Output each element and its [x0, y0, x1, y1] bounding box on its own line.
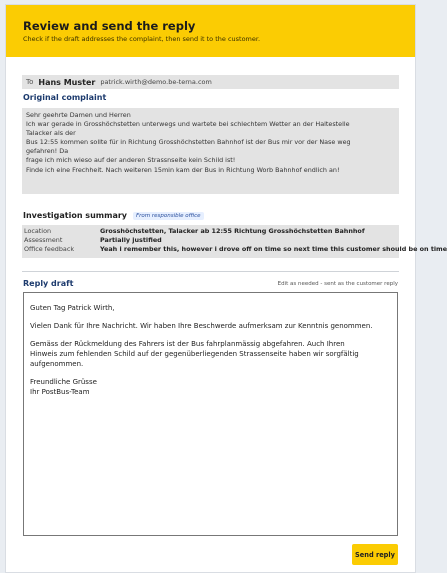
- section-divider: [22, 271, 399, 272]
- reply-draft-editor[interactable]: [23, 292, 398, 536]
- send-reply-button[interactable]: Send reply: [352, 544, 398, 565]
- draft-line: Gemäss der Rückmeldung des Fahrers ist der Bus fahrplanmässig abgefahren. Auch Ihren: [30, 340, 345, 348]
- recipient-email: patrick.wirth@demo.be-terna.com: [100, 78, 212, 86]
- recipient-bar: [22, 75, 399, 89]
- investigation-row: [24, 227, 399, 236]
- review-card: [5, 4, 447, 573]
- row-value: Partially justified: [100, 236, 162, 244]
- page-subtitle: Check if the draft addresses the complaint, then send it to the customer.: [23, 35, 261, 43]
- row-value: Grosshöchstetten, Talacker ab 12:55 Richtung Grosshöchstetten Bahnhof: [100, 227, 365, 235]
- source-badge: From responsible office: [133, 212, 204, 220]
- complaint-line: Talacker als der: [26, 129, 76, 138]
- header-banner: [6, 5, 415, 57]
- complaint-line: frage ich mich wieso auf der anderen Strassnseite kein Schild ist!: [26, 156, 236, 165]
- draft-title: Reply draft: [23, 279, 74, 288]
- investigation-table: [22, 225, 447, 258]
- investigation-header: [23, 211, 204, 220]
- complaint-title: Original complaint: [23, 93, 107, 102]
- draft-hint: Edit as needed - sent as the customer reply: [277, 281, 398, 287]
- draft-paragraph: [30, 377, 391, 397]
- row-label: Office feedback: [24, 245, 75, 253]
- complaint-line: Ich war gerade in Grosshöchstetten unterwegs und wartete bei schlechtem Wetter an der Haltestelle: [26, 120, 350, 129]
- draft-paragraph: [30, 339, 391, 369]
- investigation-title: Investigation summary: [23, 211, 127, 220]
- page-title: Review and send the reply: [23, 19, 196, 33]
- complaint-line: Bus 12:55 kommen sollte für in Richtung Grosshöchstetten Bahnhof ist der Bus mir vor der Nase weg: [26, 138, 351, 147]
- to-label: To: [26, 78, 34, 86]
- row-value: Yeah i remember this, however i drove off on time so next time this customer should be on time: [100, 245, 447, 253]
- complaint-line: gefahren! Da: [26, 147, 69, 156]
- draft-paragraph: [30, 303, 391, 313]
- draft-line: Freundliche Grüsse: [30, 378, 97, 386]
- draft-line: Guten Tag Patrick Wirth,: [30, 304, 115, 312]
- row-label: Location: [24, 227, 52, 235]
- recipient-name: Hans Muster: [38, 77, 96, 87]
- complaint-line: Finde ich eine Frechheit. Nach weiteren 15min kam der Bus in Richtung Worb Bahnhof endlich an!: [26, 165, 340, 174]
- complaint-text: [22, 108, 399, 194]
- draft-line: Ihr PostBus-Team: [30, 388, 90, 396]
- draft-line: Hinweis zum fehlenden Schild auf der gegenüberliegenden Strassenseite haben wir sorgfältig: [30, 350, 359, 358]
- row-label: Assessment: [24, 236, 63, 244]
- draft-line: aufgenommen.: [30, 360, 84, 368]
- investigation-row: [24, 236, 399, 245]
- draft-line: Vielen Dank für Ihre Nachricht. Wir haben Ihre Beschwerde aufmerksam zur Kenntnis genommen.: [30, 322, 373, 330]
- complaint-line: Sehr geehrte Damen und Herren: [26, 111, 131, 119]
- investigation-row: [24, 245, 447, 254]
- draft-paragraph: [30, 321, 391, 331]
